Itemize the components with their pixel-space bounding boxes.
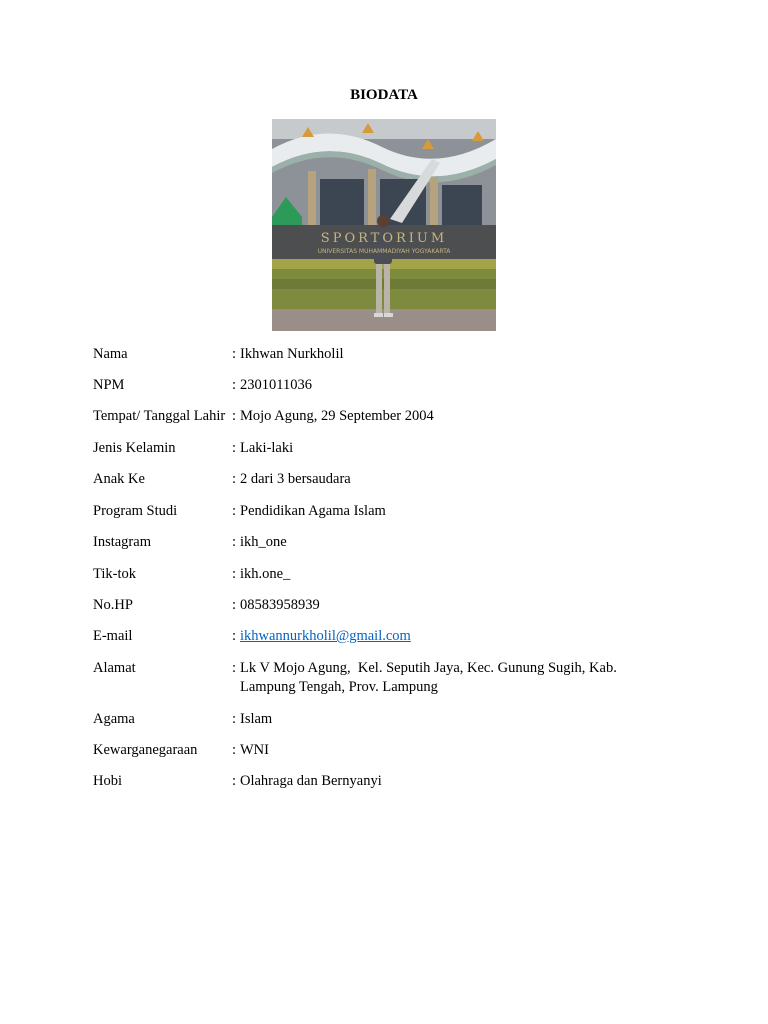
field-label: No.HP [93,597,133,613]
profile-photo [272,119,496,331]
field-value: Islam [240,711,273,727]
field-value: Pendidikan Agama Islam [240,503,386,519]
photo-sign-subtitle: UNIVERSITAS MUHAMMADIYAH YOGYAKARTA [317,248,451,255]
field-value: Ikhwan Nurkholil [240,346,344,362]
field-separator: : [232,773,237,789]
field-separator: : [232,346,237,362]
page-title: BIODATA [350,87,418,103]
field-separator: : [232,534,237,550]
profile-photo-image [272,119,496,331]
field-label: E-mail [93,628,133,644]
field-value: 2 dari 3 bersaudara [240,471,351,487]
field-label: Agama [93,711,135,727]
field-value: 2301011036 [240,377,312,393]
field-label: Hobi [93,773,122,789]
field-label: Nama [93,346,128,362]
field-value: Mojo Agung, 29 September 2004 [240,408,434,424]
field-label: Alamat [93,660,136,676]
field-separator: : [232,628,237,644]
field-label: NPM [93,377,125,393]
field-separator: : [232,377,237,393]
field-value: Laki-laki [240,440,294,456]
field-label: Tik-tok [93,566,136,582]
field-label: Kewarganegaraan [93,742,198,758]
photo-sign-title: SPORTORIUM [320,231,448,246]
field-separator: : [232,471,237,487]
field-separator: : [232,408,237,424]
field-value: Lk V Mojo Agung, Kel. Seputih Jaya, Kec. Gunung Sugih, Kab. Lampung Tengah, Prov. Lampung [240,660,621,695]
field-label: Anak Ke [93,471,145,487]
field-label: Program Studi [93,503,178,519]
field-value: Olahraga dan Bernyanyi [240,773,382,789]
email-link[interactable]: ikhwannurkholil@gmail.com [240,628,411,644]
field-separator: : [232,660,237,676]
field-separator: : [232,566,237,582]
field-separator: : [232,742,237,758]
field-value: ikh_one [240,534,287,550]
field-value: 08583958939 [240,597,320,613]
field-separator: : [232,440,237,456]
field-separator: : [232,597,237,613]
field-separator: : [232,711,237,727]
field-label: Jenis Kelamin [93,440,176,456]
field-label: Tempat/ Tanggal Lahir [93,408,226,424]
field-value: ikh.one_ [240,566,291,582]
field-separator: : [232,503,237,519]
field-label: Instagram [93,534,151,550]
field-value: WNI [240,742,269,758]
